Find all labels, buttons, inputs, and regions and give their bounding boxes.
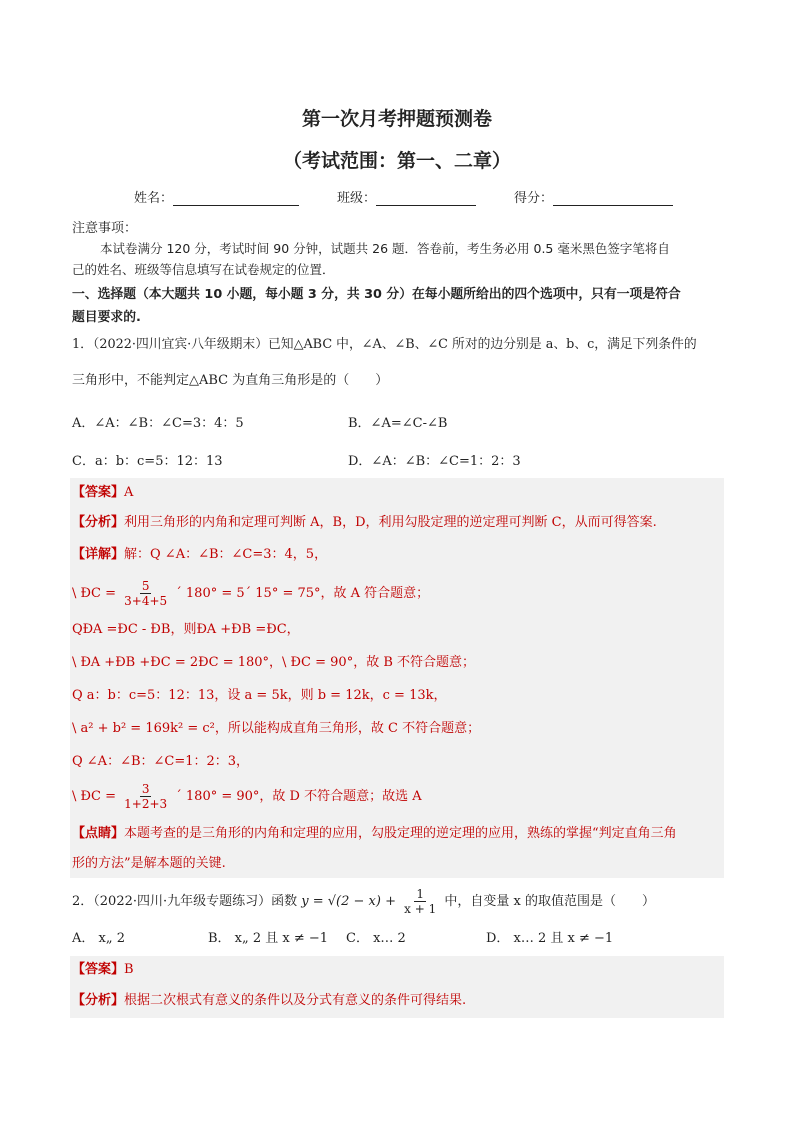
q1-option-b[interactable]: B．∠A=∠C-∠B (348, 416, 448, 431)
d7-numerator: 3 (141, 782, 150, 796)
d7-tail: ´ 180° = 90°，故 D 不符合题意；故选 A (175, 789, 422, 804)
q1-option-c[interactable]: C．a：b：c=5：12：13 (72, 454, 223, 469)
q1-analysis (72, 515, 657, 531)
q1-answer (72, 485, 133, 501)
q1-detail (72, 547, 327, 563)
notes-line-1: 本试卷满分 120 分，考试时间 90 分钟，试题共 26 题．答卷前，考生务必用 0.5 毫米黑色签字笔将自 (100, 241, 670, 256)
answer-tag: 【答案】 (72, 962, 125, 977)
detail-tag: 【详解】 (72, 547, 125, 562)
q1-solution-panel (70, 478, 724, 878)
section-1-heading-line-2: 题目要求的. (72, 310, 141, 325)
student-info-row (134, 187, 673, 206)
q2-analysis (72, 993, 466, 1009)
name-label: 姓名： (134, 191, 174, 206)
q1-comment-line-1: 本题考查的是三角形的内角和定理的应用，勾股定理的逆定理的应用，熟练的掌握“判定直角三角 (124, 826, 677, 841)
exam-scope-subtitle: （考试范围：第一、二章） (282, 150, 511, 172)
section-1-heading-line-1: 一、选择题（本大题共 10 小题，每小题 3 分，共 30 分）在每小题所给出的四个选项中，只有一项是符合 (72, 287, 681, 302)
q2-stem (72, 885, 655, 919)
d7-lead: \ ÐC = (72, 789, 116, 804)
score-label: 得分： (514, 191, 554, 206)
q2-answer-value: B (124, 962, 134, 977)
name-blank[interactable] (173, 191, 299, 206)
notes-line-2: 己的姓名、班级等信息填写在试卷规定的位置． (72, 262, 335, 277)
class-blank[interactable] (376, 191, 476, 206)
q2-denominator: x + 1 (404, 902, 437, 916)
class-label: 班级： (337, 191, 377, 206)
q1-stem-line-2: 三角形中，不能判定△ABC 为直角三角形是的（ ） (72, 373, 389, 388)
q1-detail-step-2: QÐA =ÐC - ÐB，则ÐA +ÐB =ÐC， (72, 622, 300, 637)
answer-tag: 【答案】 (72, 485, 125, 500)
q1-option-d[interactable]: D．∠A：∠B：∠C=1：2：3 (348, 454, 521, 469)
q1-comment-line-2: 形的方法”是解本题的关键. (72, 856, 226, 871)
q1-detail-step-6: Q ∠A：∠B：∠C=1：2：3， (72, 754, 250, 769)
q2-option-c[interactable]: C． x… 2 (346, 931, 406, 946)
analysis-tag: 【分析】 (72, 515, 125, 530)
q1-option-a[interactable]: A．∠A：∠B：∠C=3：4：5 (72, 416, 244, 431)
q2-analysis-text: 根据二次根式有意义的条件以及分式有意义的条件可得结果. (124, 993, 467, 1008)
d7-denominator: 1+2+3 (124, 797, 168, 811)
q1-answer-value: A (124, 485, 134, 500)
q1-detail-step-1 (72, 577, 429, 611)
page-title: 第一次月考押题预测卷 (301, 108, 492, 130)
q1-analysis-text: 利用三角形的内角和定理可判断 A，B，D，利用勾股定理的逆定理可判断 C，从而可得答案. (124, 515, 657, 530)
q2-option-b[interactable]: B． x„ 2 且 x ≠ −1 (208, 931, 329, 946)
comment-tag: 【点睛】 (72, 826, 125, 841)
q1-detail-intro: 解：Q ∠A：∠B：∠C=3：4，5， (124, 547, 328, 562)
q1-detail-step-3: \ ÐA +ÐB +ÐC = 2ÐC = 180°，\ ÐC = 90°，故 B 不符合题意； (72, 655, 476, 670)
d1-tail: ´ 180° = 5´ 15° = 75°，故 A 符合题意； (175, 586, 430, 601)
q1-stem-line-1: 1．（2022·四川宜宾·八年级期末）已知△ABC 中，∠A、∠B、∠C 所对的边分别是 a、b、c，满足下列条件的 (72, 337, 697, 352)
q1-detail-step-5: \ a² + b² = 169k² = c²，所以能构成直角三角形，故 C 不符合题意； (72, 721, 481, 736)
q1-detail-step-4 (72, 688, 446, 704)
d1-fraction (122, 579, 169, 608)
q2-option-a[interactable]: A． x„ 2 (72, 931, 125, 946)
d7-fraction (122, 782, 169, 811)
score-blank[interactable] (553, 191, 673, 206)
d4-rest: 设 a = 5k，则 b = 12k，c = 13k， (227, 688, 447, 703)
q2-numerator: 1 (416, 887, 424, 901)
d1-numerator: 5 (141, 579, 150, 593)
q2-stem-tail: 中，自变量 x 的取值范围是（ ） (444, 894, 655, 909)
q1-comment (72, 826, 677, 842)
q2-answer (72, 962, 134, 978)
q2-stem-lead: 2．（2022·四川·九年级专题练习）函数 (72, 894, 298, 909)
q2-option-d[interactable]: D． x… 2 且 x ≠ −1 (486, 931, 614, 946)
q1-detail-step-7 (72, 780, 422, 814)
q2-fraction (402, 887, 438, 916)
d1-lead: \ ÐC = (72, 586, 116, 601)
d1-denominator: 3+4+5 (124, 594, 168, 608)
notes-heading: 注意事项： (72, 221, 138, 236)
q2-function: y = √(2 − x) + (301, 894, 396, 909)
analysis-tag: 【分析】 (72, 993, 125, 1008)
d4-condition: Q a：b：c=5：12：13， (72, 688, 228, 703)
